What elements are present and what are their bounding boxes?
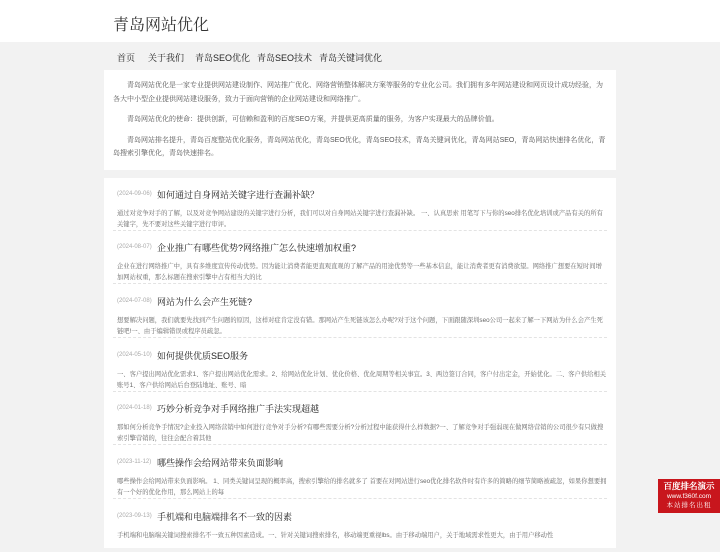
article-title-link[interactable]: 网站为什么会产生死链?	[157, 297, 253, 307]
article-item	[113, 454, 607, 499]
article-date: (2024-01-18)	[117, 405, 152, 411]
intro-paragraph: 青岛网站排名提升，青岛百度整站优化服务，青岛网站优化，青岛SEO优化，青岛SEO技术，青岛关键词优化，青岛网站SEO，青岛网站快速排名优化，青岛搜索引擎优化，青岛快速排名。	[113, 136, 606, 157]
ranking-ad-badge[interactable]	[658, 479, 720, 513]
article-list	[104, 178, 616, 548]
site-title[interactable]: 青岛网站优化	[113, 17, 210, 34]
article-title-link[interactable]: 巧妙分析竞争对手网络推广手法实现超越	[157, 404, 320, 414]
article-summary: 手机端和电脑端关键词搜索排名不一致五种因素造成。一、针对关键词搜索排名，移动端更重视lbs。由于移动端用户，关于地域需求性更大，由于用户移动性	[117, 532, 554, 539]
intro-card	[104, 70, 616, 170]
nav-item-about[interactable]: 关于我们	[148, 53, 185, 63]
intro-paragraph: 青岛网站优化的使命：提供创新，可信赖和盈利的百度SEO方案，并提供更高质量的服务，为客户实现最大的品牌价值。	[127, 116, 499, 123]
main-nav	[0, 42, 720, 72]
intro-paragraph: 青岛网站优化是一家专业提供网站建设制作、网站推广优化、网络营销整体解决方案等服务的专业化公司。我们拥有多年网站建设和网页设计成功经验，为各大中小型企业提供网站建设服务，致力于面向营销的企业网站建设和网络推广。	[113, 82, 603, 103]
article-summary: 通过对竞争对手的了解，以及对竞争网站建设的关键字进行分析，我们可以对自身网站关键字进行查漏补缺。 一、认真思索 用笔写下与你的seo排名优化培训或产品有关的所有关键字，先不要对这些关键字进行审评。	[117, 210, 603, 228]
article-item	[113, 293, 607, 338]
article-date: (2024-07-08)	[117, 298, 152, 304]
badge-url: www.f360f.com	[666, 493, 712, 500]
article-item	[113, 186, 607, 231]
article-date: (2024-08-07)	[117, 244, 152, 250]
article-summary: 哪些操作会给网站带来负面影响。 1、同类关键词呈现的概率高，搜索引擎给的排名就多了 首要在对网站进行seo优化排名软件时有许多的简略的细节简略被疏忽，如果你想要拥有一个好的优化作用，那么网站上的每	[117, 478, 607, 496]
article-date: (2024-09-06)	[117, 191, 152, 197]
badge-subtitle: 本站排名出租	[666, 502, 712, 509]
article-item	[113, 400, 607, 445]
article-date: (2024-05-10)	[117, 352, 152, 358]
badge-title: 百度排名演示	[663, 481, 715, 491]
article-summary: 企业在进行网络推广中，具有多维度宣传传动优势。因为能让消费者能更直观直观的了解产品的用途优势等一些基本信息，能让消费者更有消费欲望。网络推广想要在短时间增加网站权重，那么标题在搜索引擎中占有相当大的比	[117, 263, 602, 281]
article-title-link[interactable]: 哪些操作会给网站带来负面影响	[157, 458, 284, 468]
article-item	[113, 508, 607, 552]
article-date: (2023-09-13)	[117, 513, 152, 519]
article-date: (2023-11-12)	[117, 459, 152, 465]
article-title-link[interactable]: 如何提供优质SEO服务	[157, 351, 249, 361]
article-title-link[interactable]: 手机端和电脑端排名不一致的因素	[157, 512, 293, 522]
nav-item-keyword-optimization[interactable]: 青岛关键词优化	[319, 53, 383, 63]
article-summary: 那如何分析竞争手情况?企业投入网络营销中如何进行竞争对手分析?有哪些需要分析?分析过程中能获得什么样数据?一、了解竞争对手强弱现在做网络营销的公司很少有只做搜索引擎营销的，往往会配合着其他	[117, 424, 604, 442]
nav-item-seo-optimization[interactable]: 青岛SEO优化	[195, 53, 251, 63]
article-item	[113, 347, 607, 392]
article-summary: 一、客户提出网站优化需求1、客户提出网站优化需求。2、给网站优化计划、优化价格、优化周期等相关事宜。3、两边签订合同，客户付出定金，开始优化。二、客户供给相关账号1、客户供给网站后台登陆地址、账号、暗	[117, 371, 607, 389]
nav-item-seo-tech[interactable]: 青岛SEO技术	[257, 53, 313, 63]
article-title-link[interactable]: 如何通过自身网站关键字进行查漏补缺？	[157, 190, 320, 200]
article-title-link[interactable]: 企业推广有哪些优势?网络推广怎么快速增加权重?	[157, 243, 357, 253]
header-bar	[0, 0, 720, 42]
article-item	[113, 239, 607, 284]
nav-item-home[interactable]: 首页	[117, 53, 136, 63]
article-summary: 想要解决问题，我们就要先找到产生问题的原因，这样对症肯定没有错。那网站产生死链该怎么办呢?对于这个问题，下面跟随深圳seo公司一起来了解一下网站为什么会产生死链吧!一、由于编辑错误或程序员疏忽。	[117, 317, 603, 335]
